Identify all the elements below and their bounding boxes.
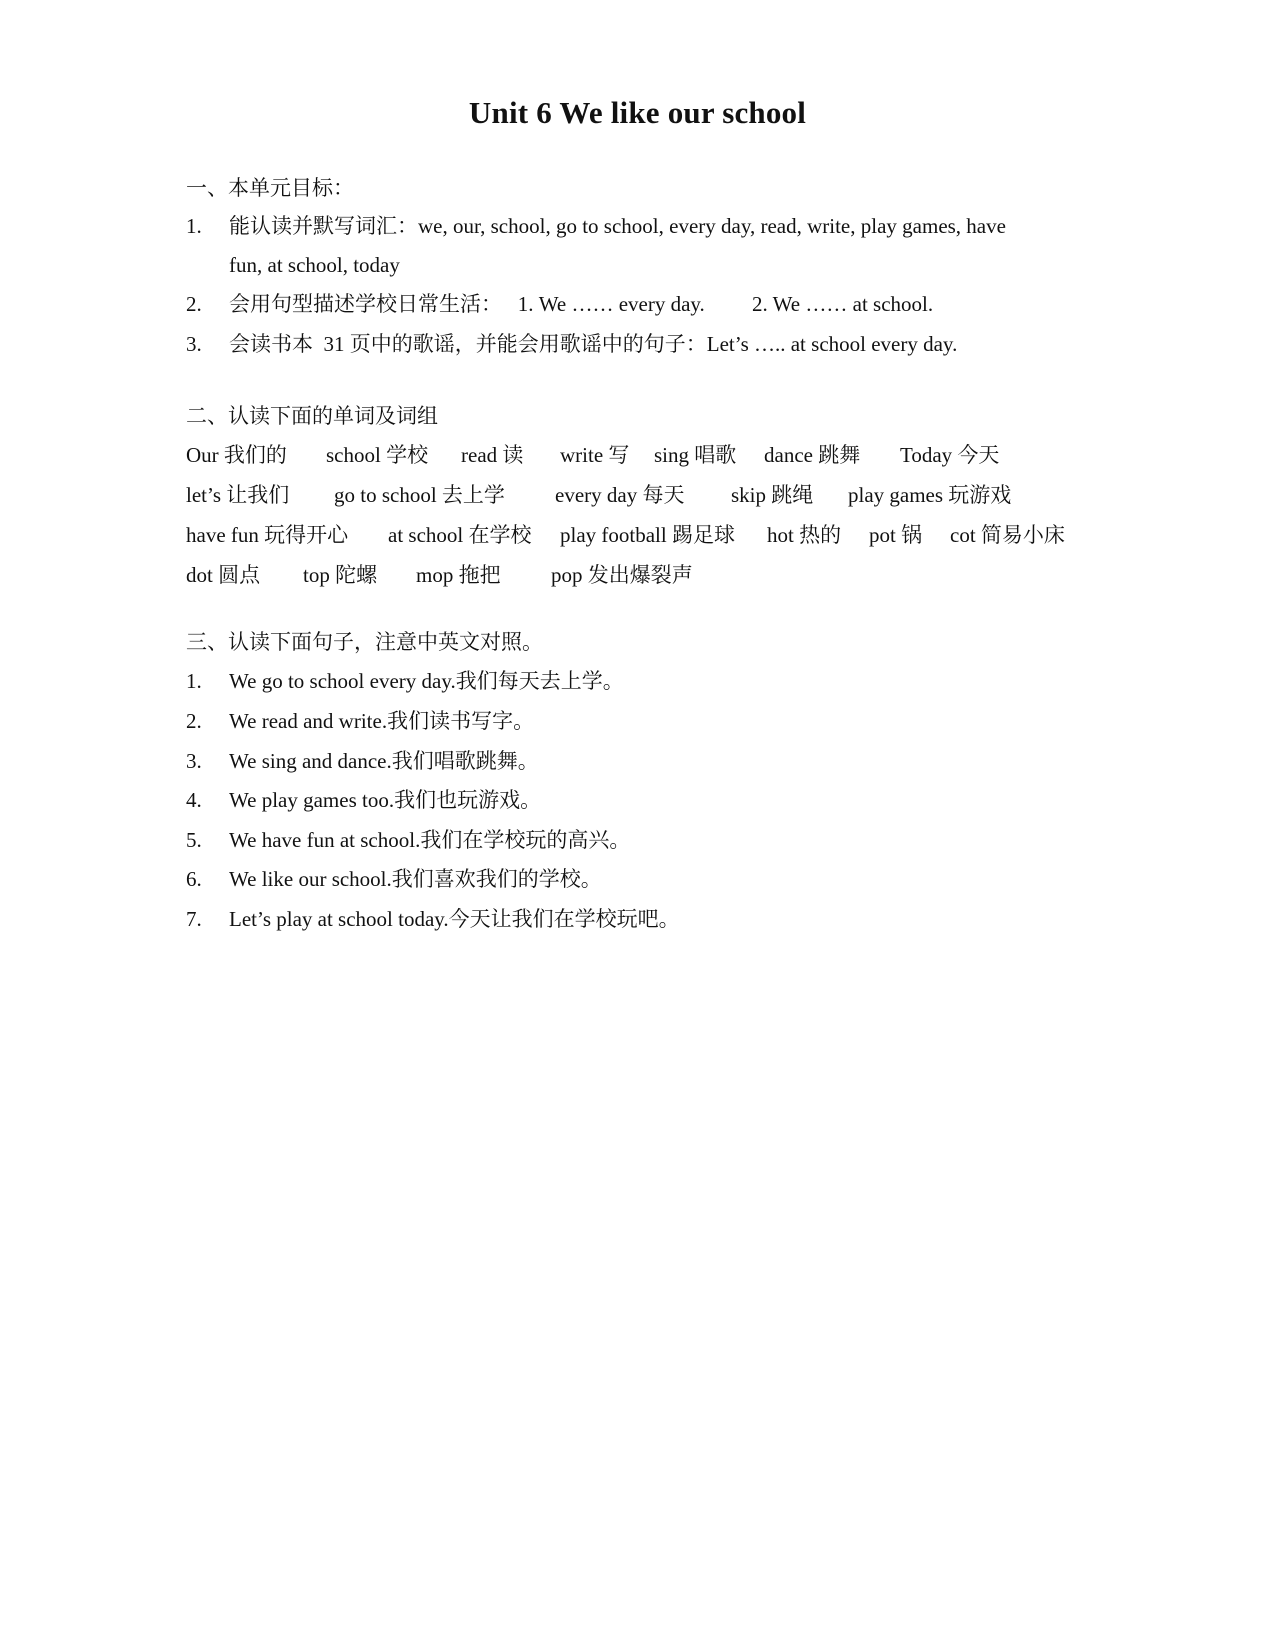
vocab-item: dot 圆点 [186,563,261,587]
vocab-item: pot 锅 [869,523,923,547]
vocab-row [186,441,1086,469]
sentence-number: 1. [186,669,202,693]
sentence-number: 6. [186,867,202,891]
sentence-text: We play games too.我们也玩游戏。 [229,788,542,812]
sentence-text: We read and write.我们读书写字。 [229,709,535,733]
section2-heading: 二、认读下面的单词及词组 [186,404,438,428]
vocab-item: Today 今天 [900,443,1000,467]
vocab-item: write 写 [560,443,630,467]
sentence-text: Let’s play at school today.今天让我们在学校玩吧。 [229,907,680,931]
vocab-row [186,481,1086,509]
vocab-item: mop 拖把 [416,563,501,587]
vocab-item: every day 每天 [555,483,685,507]
vocab-item: school 学校 [326,443,429,467]
vocab-item: hot 热的 [767,523,842,547]
section3-heading: 三、认读下面句子，注意中英文对照。 [186,630,543,654]
vocab-item: Our 我们的 [186,443,287,467]
vocab-item: play football 踢足球 [560,523,735,547]
goal-text: 能认读并默写词汇：we, our, school, go to school, every day, read, write, play games, have [229,214,1006,238]
vocab-item: go to school 去上学 [334,483,505,507]
vocab-row [186,561,1086,589]
sentence-text: We have fun at school.我们在学校玩的高兴。 [229,828,631,852]
page-title: Unit 6 We like our school [468,95,807,130]
goal-number: 3. [186,332,202,356]
vocab-item: cot 简易小床 [950,523,1065,547]
goal-text: 会读书本 31 页中的歌谣，并能会用歌谣中的句子：Let’s ….. at school every day. [229,332,958,356]
vocab-item: dance 跳舞 [764,443,861,467]
goal-number: 2. [186,292,202,316]
vocab-item: top 陀螺 [303,563,378,587]
goal-text: 会用句型描述学校日常生活： 1. We …… every day. 2. We …… at school. [229,292,934,316]
sentence-text: We go to school every day.我们每天去上学。 [229,669,624,693]
vocab-item: let’s 让我们 [186,483,290,507]
sentence-text: We like our school.我们喜欢我们的学校。 [229,867,602,891]
sentence-number: 5. [186,828,202,852]
sentence-number: 4. [186,788,202,812]
sentence-number: 2. [186,709,202,733]
vocab-row [186,521,1086,549]
vocab-item: sing 唱歌 [654,443,737,467]
vocab-item: play games 玩游戏 [848,483,1012,507]
sentence-number: 7. [186,907,202,931]
vocab-item: read 读 [461,443,524,467]
vocab-item: at school 在学校 [388,523,532,547]
sentence-text: We sing and dance.我们唱歌跳舞。 [229,749,539,773]
section1-heading: 一、本单元目标： [186,176,354,200]
goal-number: 1. [186,214,202,238]
sentence-number: 3. [186,749,202,773]
vocab-item: skip 跳绳 [731,483,814,507]
vocab-item: pop 发出爆裂声 [551,563,693,587]
goal-text-continued: fun, at school, today [229,253,400,277]
vocab-item: have fun 玩得开心 [186,523,349,547]
